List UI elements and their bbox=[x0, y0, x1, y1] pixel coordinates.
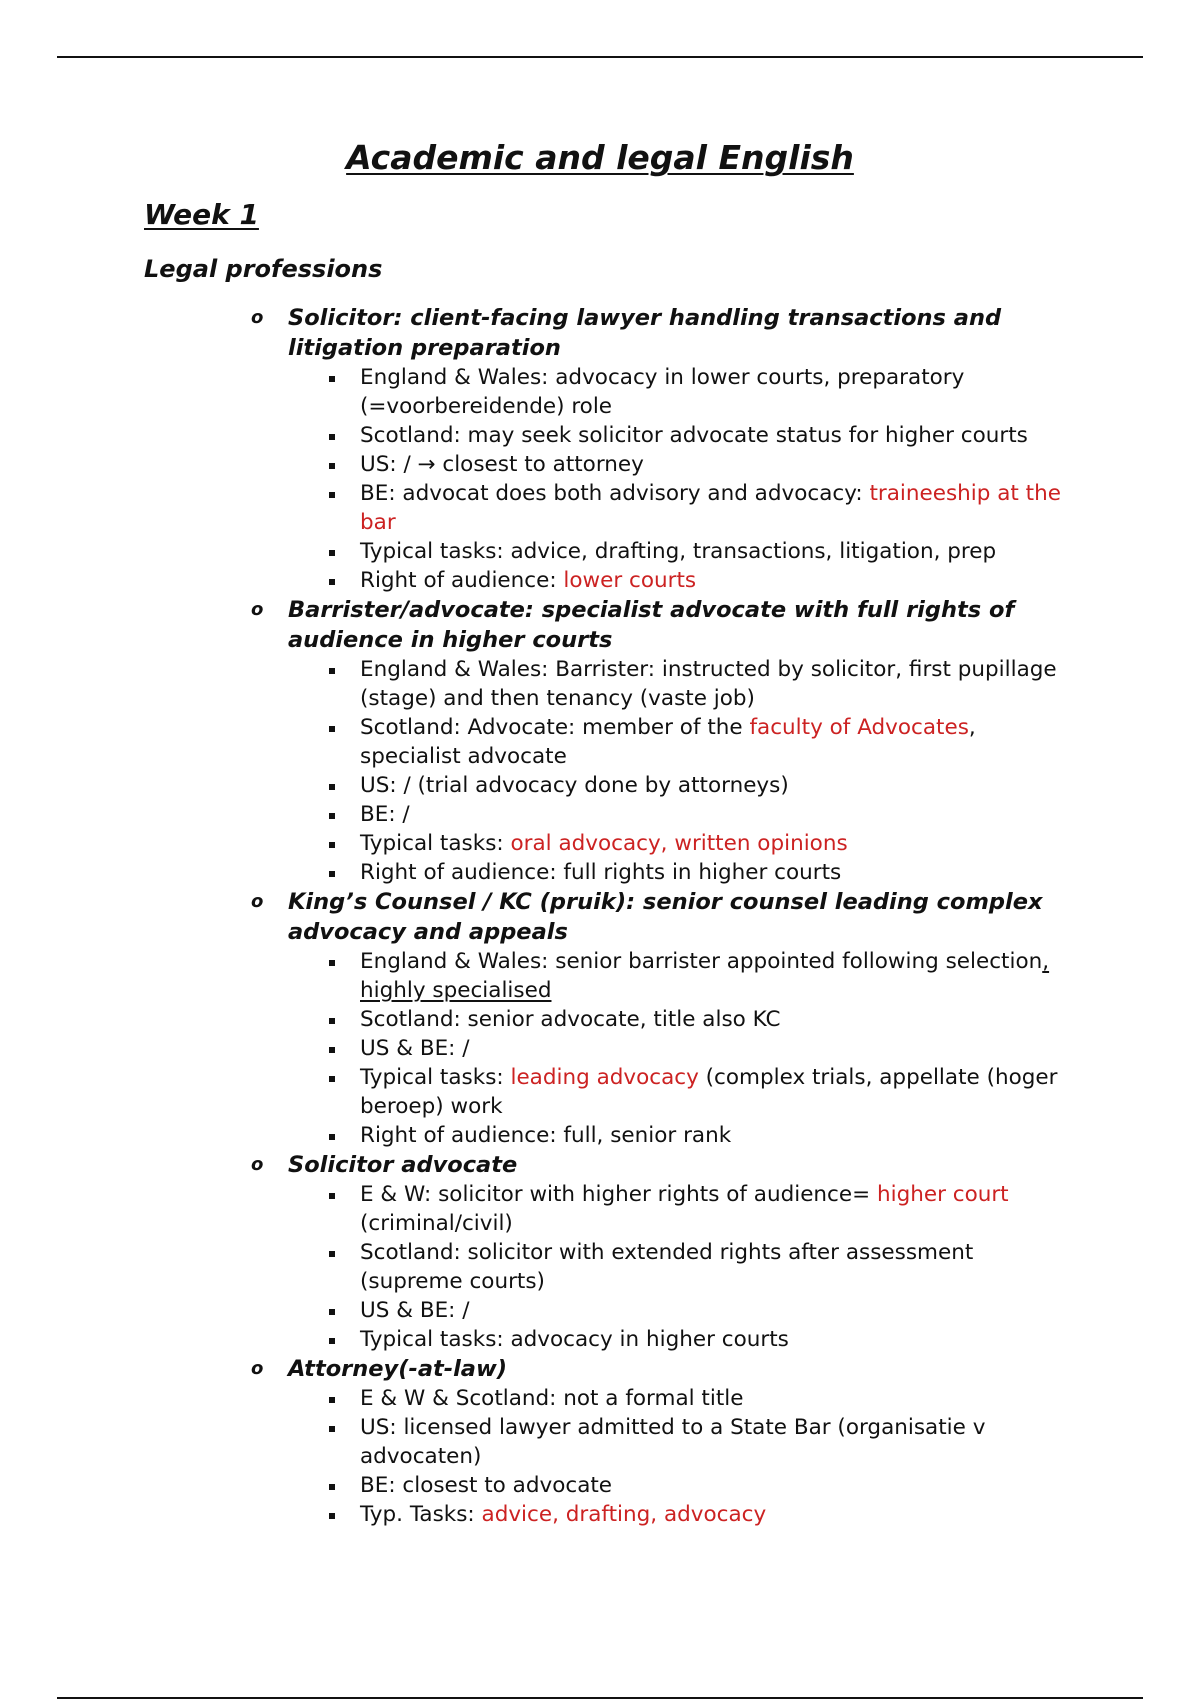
detail-text: US: / (trial advocacy done by attorneys) bbox=[360, 773, 789, 798]
detail-text: BE: closest to advocate bbox=[360, 1473, 613, 1498]
profession-item bbox=[248, 1354, 1078, 1529]
profession-heading: Solicitor advocate bbox=[288, 1152, 518, 1178]
profession-details bbox=[288, 655, 1078, 887]
detail-item bbox=[360, 566, 1078, 595]
detail-text: BE: advocat does both advisory and advocacy: bbox=[360, 481, 870, 506]
detail-text: (complex trials, appellate (hoger beroep) work bbox=[360, 1065, 1058, 1119]
detail-text: US: / → closest to attorney bbox=[360, 452, 644, 477]
detail-text: England & Wales: Barrister: instructed by solicitor, first pupillage (stage) and then tenancy (vaste job) bbox=[360, 657, 1057, 711]
profession-heading: Solicitor: client-facing lawyer handling transactions and litigation preparation bbox=[288, 305, 1002, 361]
highlighted-text: faculty of Advocates bbox=[749, 715, 969, 740]
outline-bullet-icon: o bbox=[251, 1154, 264, 1175]
detail-item bbox=[360, 771, 1078, 800]
detail-item bbox=[360, 450, 1078, 479]
detail-text: E & W & Scotland: not a formal title bbox=[360, 1386, 744, 1411]
detail-item bbox=[360, 363, 1078, 421]
detail-item bbox=[360, 655, 1078, 713]
detail-text: US: licensed lawyer admitted to a State Bar (organisatie v advocaten) bbox=[360, 1415, 986, 1469]
profession-item bbox=[248, 887, 1078, 1150]
profession-details bbox=[288, 1384, 1078, 1529]
underlined-text: , highly specialised bbox=[360, 949, 1050, 1003]
professions-list bbox=[248, 303, 1078, 1529]
detail-item bbox=[360, 1384, 1078, 1413]
detail-text: Typical tasks: bbox=[360, 1065, 511, 1090]
profession-item bbox=[248, 595, 1078, 887]
highlighted-text: oral advocacy, written opinions bbox=[510, 831, 848, 856]
detail-text: Scotland: Advocate: member of the bbox=[360, 715, 750, 740]
document-title: Academic and legal English bbox=[346, 138, 854, 177]
profession-item bbox=[248, 303, 1078, 595]
highlighted-text: leading advocacy bbox=[510, 1065, 699, 1090]
detail-item bbox=[360, 537, 1078, 566]
header-rule bbox=[57, 56, 1143, 58]
highlighted-text: advice, drafting, advocacy bbox=[481, 1502, 767, 1527]
detail-item bbox=[360, 713, 1078, 771]
detail-text: England & Wales: senior barrister appointed following selection bbox=[360, 949, 1043, 974]
highlighted-text: lower courts bbox=[563, 568, 697, 593]
detail-text: Right of audience: bbox=[360, 568, 564, 593]
detail-text: Right of audience: full rights in higher courts bbox=[360, 860, 842, 885]
highlighted-text: traineeship at the bar bbox=[360, 481, 1061, 535]
detail-text: Typ. Tasks: bbox=[360, 1502, 482, 1527]
highlighted-text: higher court bbox=[876, 1182, 1009, 1207]
profession-item bbox=[248, 1150, 1078, 1354]
profession-details bbox=[288, 947, 1078, 1150]
detail-item bbox=[360, 1413, 1078, 1471]
detail-text: E & W: solicitor with higher rights of audience= bbox=[360, 1182, 877, 1207]
detail-item bbox=[360, 1500, 1078, 1529]
profession-details bbox=[288, 363, 1078, 595]
outline-bullet-icon: o bbox=[251, 599, 264, 620]
detail-item bbox=[360, 829, 1078, 858]
detail-text: (criminal/civil) bbox=[360, 1211, 513, 1236]
detail-item bbox=[360, 1238, 1078, 1296]
detail-text: Scotland: senior advocate, title also KC bbox=[360, 1007, 781, 1032]
detail-text: BE: / bbox=[360, 802, 410, 827]
detail-item bbox=[360, 947, 1078, 1005]
detail-item bbox=[360, 1296, 1078, 1325]
detail-item bbox=[360, 1180, 1078, 1238]
detail-text: Scotland: solicitor with extended rights after assessment (supreme courts) bbox=[360, 1240, 974, 1294]
footer-rule bbox=[57, 1697, 1143, 1699]
detail-item bbox=[360, 1005, 1078, 1034]
detail-text: US & BE: / bbox=[360, 1036, 470, 1061]
detail-text: US & BE: / bbox=[360, 1298, 470, 1323]
profession-heading: Barrister/advocate: specialist advocate with full rights of audience in higher courts bbox=[288, 597, 1015, 653]
detail-item bbox=[360, 421, 1078, 450]
profession-heading: King’s Counsel / KC (pruik): senior counsel leading complex advocacy and appeals bbox=[288, 889, 1043, 945]
week-heading: Week 1 bbox=[144, 198, 259, 231]
detail-text: Right of audience: full, senior rank bbox=[360, 1123, 732, 1148]
outline-bullet-icon: o bbox=[251, 1358, 264, 1379]
detail-text: , specialist advocate bbox=[360, 715, 976, 769]
section-heading: Legal professions bbox=[144, 255, 383, 283]
outline-bullet-icon: o bbox=[251, 891, 264, 912]
detail-text: Scotland: may seek solicitor advocate status for higher courts bbox=[360, 423, 1028, 448]
detail-item bbox=[360, 1063, 1078, 1121]
detail-text: Typical tasks: bbox=[360, 831, 511, 856]
detail-text: Typical tasks: advocacy in higher courts bbox=[360, 1327, 789, 1352]
profession-heading: Attorney(-at-law) bbox=[288, 1356, 508, 1382]
detail-item bbox=[360, 858, 1078, 887]
detail-text: England & Wales: advocacy in lower courts, preparatory (=voorbereidende) role bbox=[360, 365, 965, 419]
detail-item bbox=[360, 479, 1078, 537]
outline-bullet-icon: o bbox=[251, 307, 264, 328]
detail-text: Typical tasks: advice, drafting, transactions, litigation, prep bbox=[360, 539, 997, 564]
detail-item bbox=[360, 1034, 1078, 1063]
detail-item bbox=[360, 800, 1078, 829]
profession-details bbox=[288, 1180, 1078, 1354]
detail-item bbox=[360, 1121, 1078, 1150]
detail-item bbox=[360, 1471, 1078, 1500]
detail-item bbox=[360, 1325, 1078, 1354]
